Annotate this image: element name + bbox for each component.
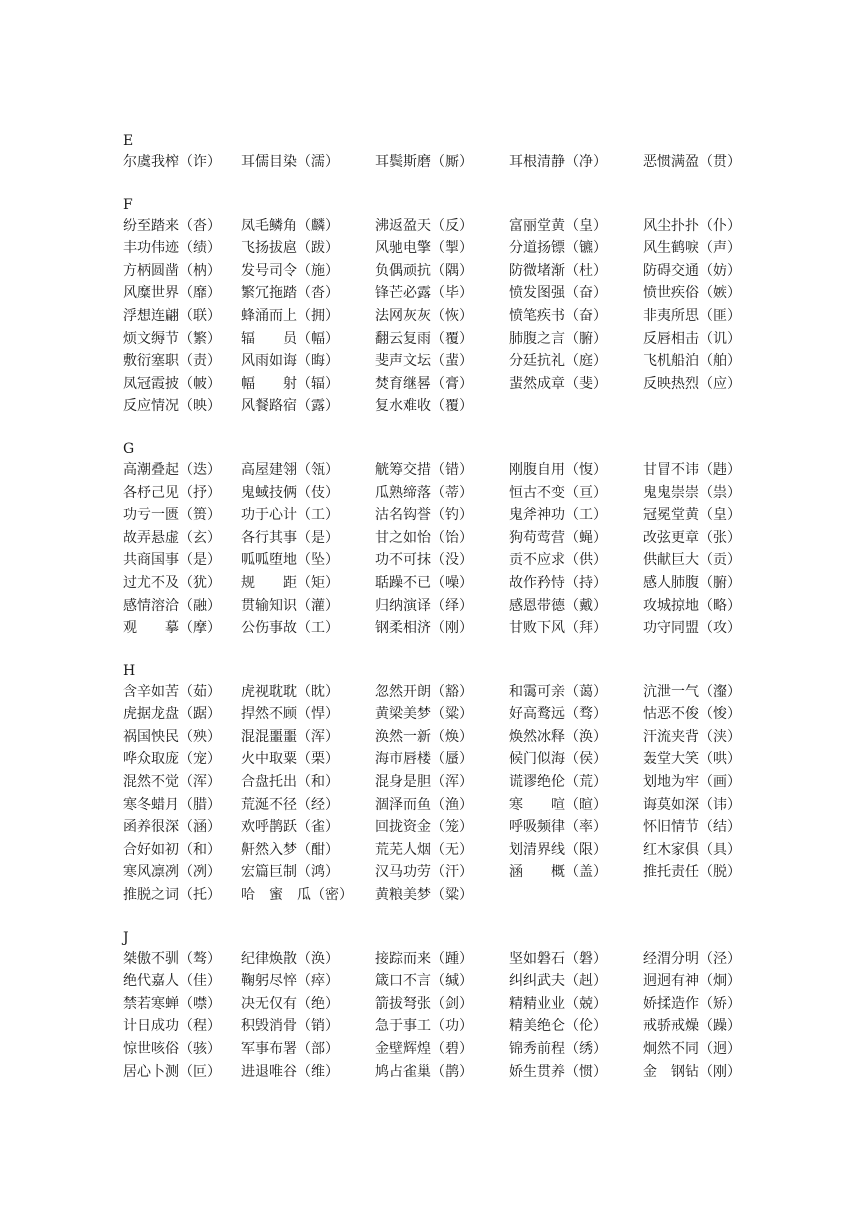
word-row bbox=[123, 970, 763, 993]
word-entry: 功于心计（工） bbox=[241, 507, 339, 524]
word-entry: 风糜世界（靡） bbox=[123, 285, 221, 302]
word-entry: 鬼蜮技俩（伎） bbox=[241, 484, 339, 501]
word-entry: 精精业业（兢） bbox=[509, 995, 607, 1012]
word-entry: 浮想连翩（联） bbox=[123, 307, 221, 324]
word-entry: 复水难收（覆） bbox=[375, 398, 473, 415]
word-entry: 鸠占雀巢（鹊） bbox=[375, 1063, 473, 1080]
word-entry: 飞机船泊（舶） bbox=[643, 353, 741, 370]
word-entry: 海市唇楼（蜃） bbox=[375, 751, 473, 768]
word-entry: 呼吸频律（率） bbox=[509, 819, 607, 836]
word-entry: 决无仅有（绝） bbox=[241, 995, 339, 1012]
section-letter: J bbox=[123, 929, 129, 946]
word-entry: 供献巨大（贡） bbox=[643, 552, 741, 569]
word-row bbox=[123, 373, 763, 396]
word-entry: 娇生贯养（惯） bbox=[509, 1063, 607, 1080]
word-entry: 非夷所思（匪） bbox=[643, 307, 741, 324]
word-entry: 凤毛鳞角（麟） bbox=[241, 217, 339, 234]
word-entry: 接踪而来（踵） bbox=[375, 950, 473, 967]
word-row bbox=[123, 215, 763, 238]
word-row bbox=[123, 572, 763, 595]
word-entry: 愤世疾俗（嫉） bbox=[643, 285, 741, 302]
word-entry: 汗流夹背（浃） bbox=[643, 728, 741, 745]
word-entry: 混混噩噩（浑） bbox=[241, 728, 339, 745]
word-entry: 纪律焕散（涣） bbox=[241, 950, 339, 967]
word-entry: 斐声文坛（蜚） bbox=[375, 353, 473, 370]
word-entry: 焚育继晷（膏） bbox=[375, 375, 473, 392]
word-entry: 沸返盈天（反） bbox=[375, 217, 473, 234]
word-entry: 凤冠霞披（帔） bbox=[123, 375, 221, 392]
word-entry: 宏篇巨制（鸿） bbox=[241, 864, 339, 881]
word-entry: 轰堂大笑（哄） bbox=[643, 751, 741, 768]
word-entry: 混然不觉（浑） bbox=[123, 774, 221, 791]
word-entry: 迥迥有神（炯） bbox=[643, 973, 741, 990]
word-row bbox=[123, 328, 763, 351]
word-entry: 法网灰灰（恢） bbox=[375, 307, 473, 324]
word-entry: 风雨如诲（晦） bbox=[241, 353, 339, 370]
word-row bbox=[123, 527, 763, 550]
word-entry: 火中取粟（栗） bbox=[241, 751, 339, 768]
word-entry: 桀傲不驯（骜） bbox=[123, 950, 221, 967]
word-entry: 鼾然入梦（酣） bbox=[241, 841, 339, 858]
word-entry: 刚腹自用（愎） bbox=[509, 461, 607, 478]
word-row bbox=[123, 595, 763, 618]
word-entry: 甘冒不讳（韪） bbox=[643, 461, 741, 478]
word-entry: 归纳演译（绎） bbox=[375, 597, 473, 614]
word-entry: 过尤不及（犹） bbox=[123, 574, 221, 591]
word-entry: 高屋建翎（瓴） bbox=[241, 461, 339, 478]
word-row bbox=[123, 1038, 763, 1061]
word-entry: 聒躁不已（噪） bbox=[375, 574, 473, 591]
word-row bbox=[123, 816, 763, 839]
word-entry: 贯输知识（灌） bbox=[241, 597, 339, 614]
word-entry: 禁若寒蝉（噤） bbox=[123, 995, 221, 1012]
word-entry: 丰功伟迹（绩） bbox=[123, 240, 221, 257]
word-entry: 哈 蜜 瓜（密） bbox=[241, 887, 353, 904]
word-entry: 哗众取庞（宠） bbox=[123, 751, 221, 768]
word-entry: 涸泽而鱼（渔） bbox=[375, 796, 473, 813]
word-entry: 耳鬓斯磨（厮） bbox=[375, 154, 473, 170]
word-entry: 诲莫如深（讳） bbox=[643, 796, 741, 813]
word-entry: 合盘托出（和） bbox=[241, 774, 339, 791]
word-entry: 风尘扑扑（仆） bbox=[643, 217, 741, 234]
word-entry: 反应情况（映） bbox=[123, 398, 221, 415]
word-entry: 贡不应求（供） bbox=[509, 552, 607, 569]
word-entry: 划清界线（限） bbox=[509, 841, 607, 858]
word-entry: 金壁辉煌（碧） bbox=[375, 1041, 473, 1057]
word-entry: 各杼己见（抒） bbox=[123, 484, 221, 501]
word-row bbox=[123, 350, 763, 373]
word-entry: 积毁消骨（销） bbox=[241, 1018, 339, 1035]
word-entry: 推脱之词（托） bbox=[123, 887, 221, 904]
section-letter: H bbox=[123, 662, 136, 679]
section-letter: F bbox=[123, 196, 133, 213]
word-entry: 烦文缛节（繁） bbox=[123, 330, 221, 347]
word-entry: 居心卜测（叵） bbox=[123, 1063, 221, 1080]
word-entry: 风生鹤唳（声） bbox=[643, 240, 741, 257]
word-entry: 混身是胆（浑） bbox=[375, 774, 473, 791]
word-entry: 进退唯谷（维） bbox=[241, 1063, 339, 1080]
word-entry: 焕然冰释（涣） bbox=[509, 728, 607, 745]
word-entry: 涵 概（盖） bbox=[509, 864, 607, 881]
word-entry: 方柄圆凿（枘） bbox=[123, 262, 221, 279]
word-entry: 敷衍塞职（责） bbox=[123, 353, 221, 370]
word-entry: 观 摹（摩） bbox=[123, 620, 221, 637]
word-row bbox=[123, 395, 763, 418]
word-entry: 钢柔相济（刚） bbox=[375, 620, 473, 637]
word-entry: 坚如磐石（磐） bbox=[509, 950, 607, 967]
section-letter: G bbox=[123, 440, 135, 457]
word-entry: 荒芜人烟（无） bbox=[375, 841, 473, 858]
word-row bbox=[123, 459, 763, 482]
word-entry: 规 距（矩） bbox=[241, 574, 339, 591]
word-entry: 划地为牢（画） bbox=[643, 774, 741, 791]
word-entry: 幅 射（辐） bbox=[241, 375, 339, 392]
word-row bbox=[123, 726, 763, 749]
word-entry: 反映热烈（应） bbox=[643, 375, 741, 392]
word-entry: 恶惯满盈（贯） bbox=[643, 154, 741, 170]
word-entry: 怀旧情节（结） bbox=[643, 819, 741, 836]
word-entry: 飞扬拔扈（跋） bbox=[241, 240, 339, 257]
word-entry: 攻城掠地（略） bbox=[643, 597, 741, 614]
word-row bbox=[123, 617, 763, 640]
word-entry: 防微堵渐（杜） bbox=[509, 262, 607, 279]
word-entry: 狗苟莺营（蝇） bbox=[509, 529, 607, 546]
word-entry: 虎据龙盘（踞） bbox=[123, 706, 221, 723]
word-entry: 箴口不言（缄） bbox=[375, 973, 473, 990]
word-entry: 涣然一新（焕） bbox=[375, 728, 473, 745]
word-row bbox=[123, 861, 763, 884]
word-entry: 和霭可亲（蔼） bbox=[509, 683, 607, 700]
word-entry: 怙恶不俊（悛） bbox=[643, 706, 741, 723]
word-entry: 鬼斧神功（工） bbox=[509, 507, 607, 524]
word-entry: 惊世咳俗（骇） bbox=[123, 1041, 221, 1057]
word-entry: 冠冕堂黄（皇） bbox=[643, 507, 741, 524]
word-row bbox=[123, 1061, 763, 1084]
word-entry: 红木家俱（具） bbox=[643, 841, 741, 858]
word-entry: 黄粮美梦（粱） bbox=[375, 887, 473, 904]
word-entry: 寒 喧（暄） bbox=[509, 796, 607, 813]
word-entry: 忽然开朗（豁） bbox=[375, 683, 473, 700]
word-row bbox=[123, 549, 763, 572]
word-row bbox=[123, 703, 763, 726]
word-row bbox=[123, 504, 763, 527]
word-entry: 辐 员（幅） bbox=[241, 330, 339, 347]
section-g bbox=[123, 439, 763, 640]
word-entry: 沽名钩誉（钓） bbox=[375, 507, 473, 524]
word-entry: 分廷抗礼（庭） bbox=[509, 353, 607, 370]
word-row bbox=[123, 884, 763, 907]
word-entry: 故作矜恃（持） bbox=[509, 574, 607, 591]
word-row bbox=[123, 1015, 763, 1038]
word-row bbox=[123, 748, 763, 771]
word-entry: 戒骄戒燥（躁） bbox=[643, 1018, 741, 1035]
word-entry: 翻云复雨（覆） bbox=[375, 330, 473, 347]
word-row bbox=[123, 260, 763, 283]
word-entry: 鞠躬尽悴（瘁） bbox=[241, 973, 339, 990]
word-row bbox=[123, 993, 763, 1016]
word-entry: 恒古不变（亘） bbox=[509, 484, 607, 501]
word-entry: 感情溶洽（融） bbox=[123, 597, 221, 614]
word-entry: 寒风凛冽（冽） bbox=[123, 864, 221, 881]
word-entry: 黄梁美梦（粱） bbox=[375, 706, 473, 723]
word-entry: 箭拔弩张（剑） bbox=[375, 995, 473, 1012]
word-entry: 回拢资金（笼） bbox=[375, 819, 473, 836]
word-entry: 候门似海（侯） bbox=[509, 751, 607, 768]
word-entry: 沆泄一气（瀣） bbox=[643, 683, 741, 700]
word-entry: 好高鹜远（骛） bbox=[509, 706, 607, 723]
word-entry: 祸国怏民（殃） bbox=[123, 728, 221, 745]
word-entry: 蜂涌而上（拥） bbox=[241, 307, 339, 324]
section-j bbox=[123, 928, 763, 1084]
word-entry: 愤笔疾书（奋） bbox=[509, 307, 607, 324]
section-h bbox=[123, 661, 763, 907]
word-row bbox=[123, 151, 763, 174]
word-entry: 纠纠武夫（赳） bbox=[509, 973, 607, 990]
document-page bbox=[123, 131, 763, 1104]
word-row bbox=[123, 305, 763, 328]
word-entry: 锦秀前程（绣） bbox=[509, 1041, 607, 1057]
word-entry: 绝代嘉人（佳） bbox=[123, 973, 221, 990]
word-entry: 风餐路宿（露） bbox=[241, 398, 339, 415]
word-entry: 欢呼鹊跃（雀） bbox=[241, 819, 339, 836]
word-row bbox=[123, 794, 763, 817]
word-entry: 风驰电擎（掣） bbox=[375, 240, 473, 257]
word-entry: 炯然不同（迥） bbox=[643, 1041, 741, 1057]
word-entry: 娇揉造作（矫） bbox=[643, 995, 741, 1012]
word-entry: 发号司令（施） bbox=[241, 262, 339, 279]
word-entry: 汉马功劳（汗） bbox=[375, 864, 473, 881]
word-entry: 感人肺腹（腑） bbox=[643, 574, 741, 591]
word-entry: 经渭分明（泾） bbox=[643, 950, 741, 967]
word-entry: 谎谬绝伦（荒） bbox=[509, 774, 607, 791]
word-entry: 肺腹之言（腑） bbox=[509, 330, 607, 347]
word-entry: 负偶顽抗（隅） bbox=[375, 262, 473, 279]
section-letter: E bbox=[123, 133, 134, 149]
word-entry: 蜚然成章（斐） bbox=[509, 375, 607, 392]
word-entry: 觥筹交措（错） bbox=[375, 461, 473, 478]
word-entry: 繁冗拖踏（沓） bbox=[241, 285, 339, 302]
word-entry: 鬼鬼崇崇（祟） bbox=[643, 484, 741, 501]
word-entry: 锋芒必露（毕） bbox=[375, 285, 473, 302]
section-e bbox=[123, 131, 763, 174]
word-entry: 感恩带德（戴） bbox=[509, 597, 607, 614]
word-entry: 计日成功（程） bbox=[123, 1018, 221, 1035]
word-entry: 耳根清静（净） bbox=[509, 154, 607, 170]
word-entry: 反唇相击（讥） bbox=[643, 330, 741, 347]
word-entry: 改弦更章（张） bbox=[643, 529, 741, 546]
word-row bbox=[123, 771, 763, 794]
word-entry: 愤发图强（奋） bbox=[509, 285, 607, 302]
word-entry: 瓜熟缔落（蒂） bbox=[375, 484, 473, 501]
word-entry: 公伤事故（工） bbox=[241, 620, 339, 637]
word-entry: 功亏一匮（篑） bbox=[123, 507, 221, 524]
word-entry: 荒涎不径（经） bbox=[241, 796, 339, 813]
word-entry: 共商国事（是） bbox=[123, 552, 221, 569]
word-entry: 防碍交通（妨） bbox=[643, 262, 741, 279]
word-entry: 函养很深（涵） bbox=[123, 819, 221, 836]
word-row bbox=[123, 839, 763, 862]
word-entry: 甘之如怡（饴） bbox=[375, 529, 473, 546]
word-row bbox=[123, 681, 763, 704]
word-entry: 精美绝仑（伦） bbox=[509, 1018, 607, 1035]
word-entry: 急于事工（功） bbox=[375, 1018, 473, 1035]
word-row bbox=[123, 482, 763, 505]
word-entry: 分道扬镖（镳） bbox=[509, 240, 607, 257]
word-entry: 合好如初（和） bbox=[123, 841, 221, 858]
word-row bbox=[123, 237, 763, 260]
word-row bbox=[123, 948, 763, 971]
word-row bbox=[123, 282, 763, 305]
word-entry: 富丽堂黄（皇） bbox=[509, 217, 607, 234]
word-entry: 甘败下风（拜） bbox=[509, 620, 607, 637]
word-entry: 各行其事（是） bbox=[241, 529, 339, 546]
word-entry: 故弄悬虚（玄） bbox=[123, 529, 221, 546]
word-entry: 军事布署（部） bbox=[241, 1041, 339, 1057]
word-entry: 耳儒目染（濡） bbox=[241, 154, 339, 170]
word-entry: 呱呱堕地（坠） bbox=[241, 552, 339, 569]
word-entry: 虎视耽耽（眈） bbox=[241, 683, 339, 700]
word-entry: 寒冬蜡月（腊） bbox=[123, 796, 221, 813]
word-entry: 金 钢钻（刚） bbox=[643, 1063, 741, 1080]
word-entry: 捍然不顾（悍） bbox=[241, 706, 339, 723]
word-entry: 功不可抹（没） bbox=[375, 552, 473, 569]
word-entry: 推托责任（脱） bbox=[643, 864, 741, 881]
word-entry: 含辛如苦（茹） bbox=[123, 683, 221, 700]
word-entry: 尔虞我榨（诈） bbox=[123, 154, 221, 170]
word-entry: 纷至踏来（沓） bbox=[123, 217, 221, 234]
section-f bbox=[123, 195, 763, 418]
word-entry: 功守同盟（攻） bbox=[643, 620, 741, 637]
word-entry: 高潮叠起（迭） bbox=[123, 461, 221, 478]
